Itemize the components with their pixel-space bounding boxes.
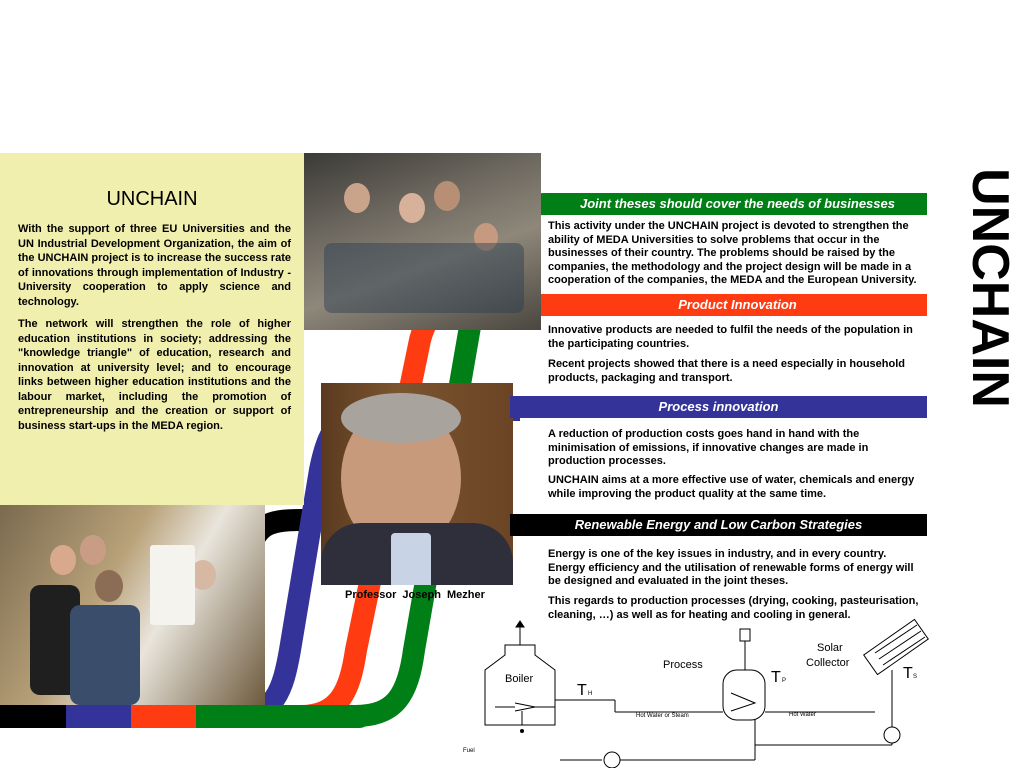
fuel-label: Fuel bbox=[463, 748, 475, 754]
workshop-photo bbox=[304, 153, 541, 330]
intro-paragraph: With the support of three EU Universities and the UN Industrial Development Organization, the aim of the UNCHAIN project is to increase the success rate of innovations through implementation of Industry - University cooperation to apply science and technology. bbox=[18, 223, 291, 308]
solar-collector-shape bbox=[864, 619, 929, 674]
meeting-photo bbox=[0, 505, 265, 705]
section-text: A reduction of production costs goes hand in hand with the minimisation of emissions, if innovative changes are made in production processes. bbox=[548, 428, 869, 467]
section-bar-product-innovation: Product Innovation bbox=[548, 294, 927, 316]
strip-black bbox=[0, 705, 66, 728]
vertical-title-text: UNCHAIN bbox=[961, 168, 1019, 408]
th-subscript: H bbox=[588, 691, 593, 697]
tp-symbol: T bbox=[771, 669, 781, 686]
section-text: This regards to production processes (drying, cooking, pasteurisation, cleaning, …) as well as for heating and cooling in general. bbox=[548, 595, 919, 621]
section-bar-joint-theses: Joint theses should cover the needs of businesses bbox=[548, 193, 927, 215]
ts-subscript: S bbox=[913, 674, 918, 680]
section-bar-process-innovation: Process innovation bbox=[510, 396, 927, 418]
fuel-pump-icon bbox=[604, 752, 620, 768]
ts-symbol: T bbox=[903, 665, 913, 682]
portrait-photo bbox=[321, 383, 513, 585]
process-label: Process bbox=[663, 659, 703, 671]
section-text: This activity under the UNCHAIN project is devoted to strengthen the ability of MEDA Universities to solve problems that occur in the businesses of their country. The problems should be raised by the companies, the methodology and the project design will be made in a cooperation of the companies, the MEDA and the European University. bbox=[548, 220, 917, 286]
collector-label: Collector bbox=[806, 657, 850, 669]
section-text: UNCHAIN aims at a more effective use of water, chemicals and energy while improving the product quality at the same time. bbox=[548, 474, 915, 500]
strip-green bbox=[196, 705, 371, 728]
section-text: Recent projects showed that there is a need especially in household products, packaging and transport. bbox=[548, 358, 905, 384]
portrait-caption: Professor Joseph Mezher bbox=[345, 589, 485, 601]
intro-title: UNCHAIN bbox=[106, 188, 198, 210]
section-bar-renewable-energy: Renewable Energy and Low Carbon Strategies bbox=[510, 514, 927, 536]
strip-blue bbox=[66, 705, 131, 728]
solar-label: Solar bbox=[817, 642, 843, 654]
process-vessel bbox=[723, 670, 765, 720]
boiler-label: Boiler bbox=[505, 673, 534, 685]
intro-paragraph: The network will strengthen the role of higher education institutions in society; addressing the "knowledge triangle" of education, research and innovation at university level; and to encourage links between higher education institutions and the labour market, including the promotion of entrepreneurship and the creation or support of business start-ups in the MEDA region. bbox=[18, 318, 291, 432]
section-text: Innovative products are needed to fulfil the needs of the population in the participating countries. bbox=[548, 324, 913, 350]
vertical-title bbox=[960, 153, 1020, 433]
boiler-shape bbox=[485, 645, 555, 725]
pump-icon bbox=[884, 727, 900, 743]
strip-red bbox=[131, 705, 196, 728]
energy-process-diagram bbox=[455, 615, 935, 768]
section-text: Energy is one of the key issues in industry, and in every country. Energy efficiency and the utilisation of renewable forms of energy will be designed and evaluated in the joint theses. bbox=[548, 548, 914, 587]
hot-water-label: Hot Water bbox=[789, 712, 816, 718]
th-symbol: T bbox=[577, 682, 587, 699]
tp-subscript: P bbox=[782, 678, 787, 684]
hot-water-or-steam-label: Hot Water or Steam bbox=[636, 713, 689, 719]
